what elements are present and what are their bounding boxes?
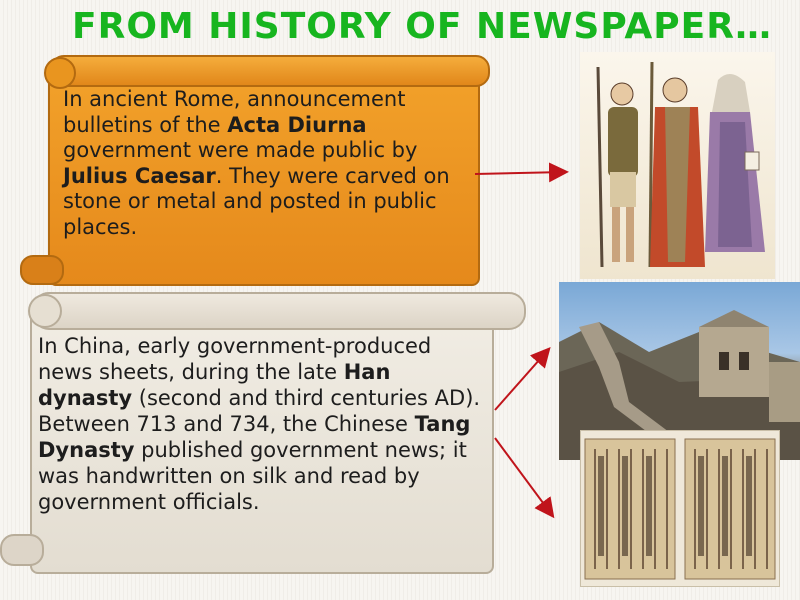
scroll-curl-icon xyxy=(28,294,62,328)
rome-text-2: government were made public by xyxy=(63,138,418,162)
roman-figures-image xyxy=(580,52,775,279)
scroll-top-roll xyxy=(50,55,490,87)
scroll-bottom-curl-icon xyxy=(20,255,64,285)
tang-dynasty-term: Tang Dynasty xyxy=(38,412,471,462)
china-text-3: Between 713 and 734, the Chinese xyxy=(38,412,415,436)
china-paragraph xyxy=(38,333,488,515)
rome-paragraph xyxy=(63,87,453,240)
julius-caesar-term: Julius Caesar xyxy=(63,163,216,188)
china-text-1: In China, early government-produced news sheets, during the late xyxy=(38,334,432,384)
acta-diurna-term: Acta Diurna xyxy=(227,112,367,137)
china-text-4: published government news; it was handwritten on silk and read by government officials. xyxy=(38,438,467,514)
scroll-top-roll xyxy=(32,292,526,330)
scroll-bottom-curl-icon xyxy=(0,534,44,566)
rome-text-3: . They were carved on stone or metal and posted in public places. xyxy=(63,163,450,239)
slide-title: FROM HISTORY OF NEWSPAPER… xyxy=(72,6,772,47)
china-text-2: (second and third centuries AD). xyxy=(132,386,481,410)
chinese-manuscript-image xyxy=(580,430,780,587)
scroll-curl-icon xyxy=(44,57,76,89)
han-dynasty-term: Han dynasty xyxy=(38,360,391,410)
rome-text-1: In ancient Rome, announcement bulletins of the xyxy=(63,87,406,137)
